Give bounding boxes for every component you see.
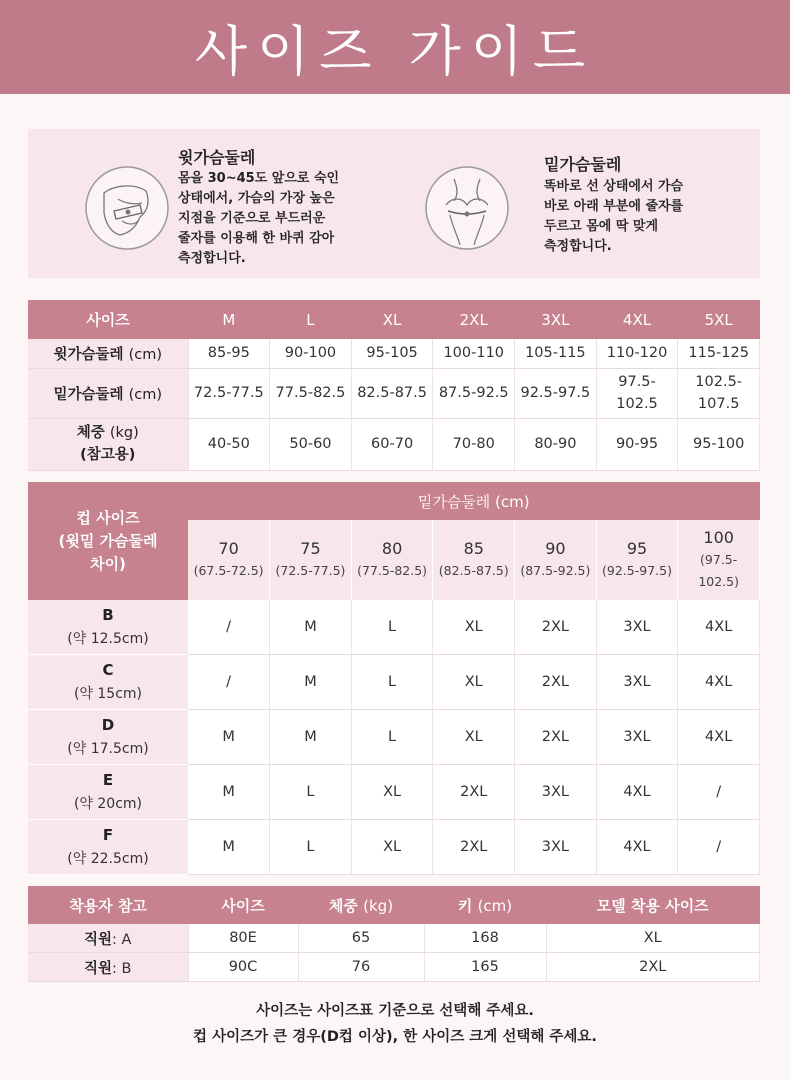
band-col: 85 (82.5-87.5) — [433, 520, 515, 600]
size-col: 5XL — [678, 300, 760, 339]
upper-bust-measure-illustration-icon — [84, 165, 170, 251]
cup-size-table — [28, 482, 760, 875]
table-cell: M — [270, 655, 352, 710]
table-cell: XL — [546, 924, 760, 953]
table-cell: XL — [433, 600, 515, 655]
under-bust-title: 밑가슴둘레 — [544, 155, 622, 174]
table-cell: 2XL — [515, 710, 597, 765]
table-row — [28, 765, 760, 820]
table-cell: 3XL — [596, 655, 678, 710]
cup-label: C (약 15cm) — [28, 655, 188, 710]
table-cell: 3XL — [515, 765, 597, 820]
table-cell: 165 — [424, 953, 546, 982]
size-col: 4XL — [596, 300, 678, 339]
table-cell: 90-100 — [270, 339, 352, 368]
row-label: 체중 (kg) (참고용) — [28, 418, 188, 470]
table-cell: 4XL — [678, 655, 760, 710]
table-cell: 40-50 — [188, 418, 270, 470]
table-cell: / — [188, 600, 270, 655]
band-col: 75 (72.5-77.5) — [270, 520, 352, 600]
model-header-model-size: 모델 착용 사이즈 — [546, 886, 760, 924]
table-cell: L — [351, 655, 433, 710]
table-row — [28, 710, 760, 765]
table-cell: 95-100 — [678, 418, 760, 470]
table-row — [28, 953, 760, 982]
table-cell: M — [270, 710, 352, 765]
table-cell: 168 — [424, 924, 546, 953]
cup-label: F (약 22.5cm) — [28, 820, 188, 875]
table-cell: 115-125 — [678, 339, 760, 368]
table-cell: M — [188, 820, 270, 875]
measure-guide — [28, 129, 760, 278]
table-row — [28, 924, 760, 953]
table-cell: 105-115 — [515, 339, 597, 368]
cup-label: D (약 17.5cm) — [28, 710, 188, 765]
under-bust-description: 똑바로 선 상태에서 가슴 바로 아래 부분에 줄자를 두르고 몸에 딱 맞게 측정합니다. — [544, 179, 684, 254]
model-header-height: 키 (cm) — [424, 886, 546, 924]
table-cell: XL — [351, 765, 433, 820]
table-cell: 2XL — [546, 953, 760, 982]
table-cell: 95-105 — [351, 339, 433, 368]
band-col: 90 (87.5-92.5) — [515, 520, 597, 600]
table-row — [28, 368, 760, 418]
size-header-label: 사이즈 — [28, 300, 188, 339]
table-cell: 80-90 — [515, 418, 597, 470]
under-bust-measure-illustration-icon — [424, 165, 510, 251]
table-cell: 72.5-77.5 — [188, 368, 270, 418]
table-cell: XL — [433, 710, 515, 765]
band-col: 95 (92.5-97.5) — [596, 520, 678, 600]
table-cell: / — [188, 655, 270, 710]
row-label: 밑가슴둘레 (cm) — [28, 368, 188, 418]
table-cell: M — [188, 765, 270, 820]
upper-bust-title: 윗가슴둘레 — [178, 148, 256, 167]
model-header-row — [28, 886, 760, 924]
table-row — [28, 339, 760, 368]
table-cell: 3XL — [515, 820, 597, 875]
table-cell: 4XL — [678, 600, 760, 655]
footer-note: 컵 사이즈가 큰 경우(D컵 이상), 한 사이즈 크게 선택해 주세요. — [193, 1029, 597, 1045]
table-row — [28, 418, 760, 470]
cup-corner-label: 컵 사이즈 (윗밑 가슴둘레 차이) — [28, 482, 188, 600]
table-row — [28, 600, 760, 655]
page-title: 사이즈 가이드 — [194, 19, 596, 83]
table-cell: 97.5-102.5 — [596, 368, 678, 418]
under-bust-guide — [394, 129, 760, 278]
table-cell: 3XL — [596, 600, 678, 655]
table-cell: L — [351, 710, 433, 765]
header-banner — [0, 0, 790, 94]
cup-label: E (약 20cm) — [28, 765, 188, 820]
table-cell: 76 — [298, 953, 424, 982]
model-reference-table — [28, 886, 760, 982]
table-cell: 85-95 — [188, 339, 270, 368]
table-cell: / — [678, 820, 760, 875]
table-cell: XL — [433, 655, 515, 710]
row-label: 직원: B — [28, 953, 188, 982]
footer-notes — [0, 998, 790, 1050]
table-row — [28, 655, 760, 710]
band-col: 100 (97.5-102.5) — [678, 520, 760, 600]
row-label: 윗가슴둘레 (cm) — [28, 339, 188, 368]
table-cell: L — [351, 600, 433, 655]
size-col: M — [188, 300, 270, 339]
table-cell: 4XL — [678, 710, 760, 765]
size-table — [28, 300, 760, 471]
under-bust-header: 밑가슴둘레 (cm) — [188, 482, 760, 520]
table-cell: 2XL — [433, 765, 515, 820]
cup-header-row — [28, 482, 760, 520]
table-cell: 102.5-107.5 — [678, 368, 760, 418]
row-label: 직원: A — [28, 924, 188, 953]
table-cell: 90C — [188, 953, 298, 982]
table-cell: 3XL — [596, 710, 678, 765]
size-col: 3XL — [515, 300, 597, 339]
table-cell: 50-60 — [270, 418, 352, 470]
upper-bust-guide — [28, 129, 394, 278]
upper-bust-description: 몸을 30~45도 앞으로 숙인 상태에서, 가슴의 가장 높은 지점을 기준으로 부드러운 줄자를 이용해 한 바퀴 감아 측정합니다. — [178, 171, 340, 266]
table-cell: 70-80 — [433, 418, 515, 470]
table-cell: 60-70 — [351, 418, 433, 470]
table-cell: 4XL — [596, 820, 678, 875]
model-header-ref: 착용자 참고 — [28, 886, 188, 924]
model-header-size: 사이즈 — [188, 886, 298, 924]
table-cell: 2XL — [515, 600, 597, 655]
table-cell: 92.5-97.5 — [515, 368, 597, 418]
table-cell: M — [188, 710, 270, 765]
band-col: 80 (77.5-82.5) — [351, 520, 433, 600]
table-cell: L — [270, 765, 352, 820]
table-cell: 4XL — [596, 765, 678, 820]
table-cell: 77.5-82.5 — [270, 368, 352, 418]
table-cell: 90-95 — [596, 418, 678, 470]
size-col: 2XL — [433, 300, 515, 339]
table-cell: 82.5-87.5 — [351, 368, 433, 418]
table-cell: L — [270, 820, 352, 875]
size-col: XL — [351, 300, 433, 339]
size-header-row — [28, 300, 760, 339]
table-cell: 2XL — [515, 655, 597, 710]
table-cell: / — [678, 765, 760, 820]
table-cell: 2XL — [433, 820, 515, 875]
size-col: L — [270, 300, 352, 339]
table-cell: 110-120 — [596, 339, 678, 368]
table-cell: XL — [351, 820, 433, 875]
footer-note: 사이즈는 사이즈표 기준으로 선택해 주세요. — [256, 1003, 534, 1019]
table-row — [28, 820, 760, 875]
table-cell: M — [270, 600, 352, 655]
table-cell: 80E — [188, 924, 298, 953]
table-cell: 65 — [298, 924, 424, 953]
model-header-weight: 체중 (kg) — [298, 886, 424, 924]
table-cell: 100-110 — [433, 339, 515, 368]
band-col: 70 (67.5-72.5) — [188, 520, 270, 600]
table-cell: 87.5-92.5 — [433, 368, 515, 418]
cup-label: B (약 12.5cm) — [28, 600, 188, 655]
